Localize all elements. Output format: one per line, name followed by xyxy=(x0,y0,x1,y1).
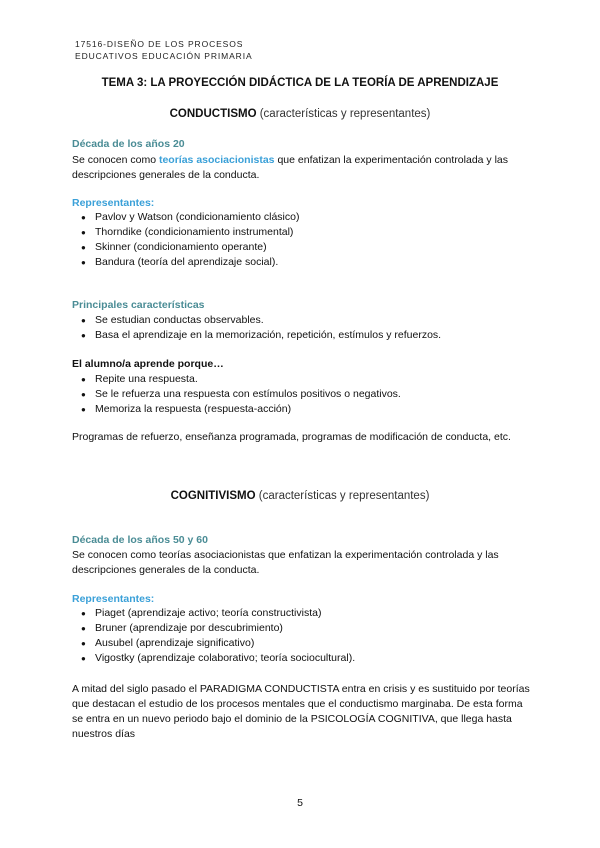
conductismo-decade-heading: Década de los años 20 xyxy=(72,138,185,150)
list-item: ● Skinner (condicionamiento operante) xyxy=(72,240,299,255)
alumno-heading: El alumno/a aprende porque… xyxy=(72,358,224,370)
conductismo-intro-prefix: Se conocen como xyxy=(72,154,159,166)
list-item: ● Pavlov y Watson (condicionamiento clásico) xyxy=(72,210,299,225)
list-item: ● Basa el aprendizaje en la memorización, repetición, estímulos y refuerzos. xyxy=(72,328,441,343)
cognitivismo-representantes-list xyxy=(72,606,355,666)
cognitivismo-title xyxy=(0,490,600,502)
conductismo-intro-rest: que enfatizan la experimentación controlada y las descripciones generales de la conducta. xyxy=(72,154,509,181)
cognitivismo-title-sub: (características y representantes) xyxy=(258,490,430,502)
conductismo-intro xyxy=(72,153,532,183)
cognitivismo-title-main: COGNITIVISMO xyxy=(170,490,256,502)
conductismo-representantes-heading: Representantes: xyxy=(72,197,155,209)
cognitivismo-representantes-heading: Representantes: xyxy=(72,593,155,605)
conductismo-title-main: CONDUCTISMO xyxy=(169,108,257,120)
list-item: ● Memoriza la respuesta (respuesta-acción) xyxy=(72,402,401,417)
list-item: ● Thorndike (condicionamiento instrumental) xyxy=(72,225,299,240)
conductismo-caracteristicas-list xyxy=(72,313,441,343)
conductismo-representantes-list xyxy=(72,210,299,270)
list-item: ● Repite una respuesta. xyxy=(72,372,401,387)
list-item: ● Se estudian conductas observables. xyxy=(72,313,441,328)
course-header-line-2: EDUCATIVOS EDUCACIÓN PRIMARIA xyxy=(75,51,253,61)
conductismo-title xyxy=(0,108,600,120)
list-item: ● Ausubel (aprendizaje significativo) xyxy=(72,636,355,651)
cognitivismo-decade-heading: Década de los años 50 y 60 xyxy=(72,534,208,546)
list-item: ● Bruner (aprendizaje por descubrimiento) xyxy=(72,621,355,636)
course-header xyxy=(75,38,253,62)
course-header-line-1: 17516-DISEÑO DE LOS PROCESOS xyxy=(75,39,244,49)
cognitivismo-intro: Se conocen como teorías asociacionistas que enfatizan la experimentación controlada y las descripciones generales de la conducta. xyxy=(72,549,499,576)
page-number: 5 xyxy=(297,797,303,809)
page-title: TEMA 3: LA PROYECCIÓN DIDÁCTICA DE LA TEORÍA DE APRENDIZAJE xyxy=(101,77,499,89)
list-item: ● Se le refuerza una respuesta con estímulos positivos o negativos. xyxy=(72,387,401,402)
programas-paragraph: Programas de refuerzo, enseñanza programada, programas de modificación de conducta, etc. xyxy=(72,431,511,443)
conductismo-title-sub: (características y representantes) xyxy=(259,108,431,120)
list-item: ● Bandura (teoría del aprendizaje social). xyxy=(72,255,299,270)
alumno-list xyxy=(72,372,401,417)
conductismo-caracteristicas-heading: Principales características xyxy=(72,299,205,311)
cognitivismo-closing: A mitad del siglo pasado el PARADIGMA CONDUCTISTA entra en crisis y es sustituido por teorías que destacan el estudio de los procesos mentales que el conductismo marginaba. De esta forma se entra en un nuevo periodo bajo el dominio de la PSICOLOGÍA COGNITIVA, que llega hasta nuestros días xyxy=(72,683,530,740)
list-item: ● Piaget (aprendizaje activo; teoría constructivista) xyxy=(72,606,355,621)
conductismo-intro-highlight: teorías asociacionistas xyxy=(158,154,275,166)
list-item: ● Vigostky (aprendizaje colaborativo; teoría sociocultural). xyxy=(72,651,355,666)
